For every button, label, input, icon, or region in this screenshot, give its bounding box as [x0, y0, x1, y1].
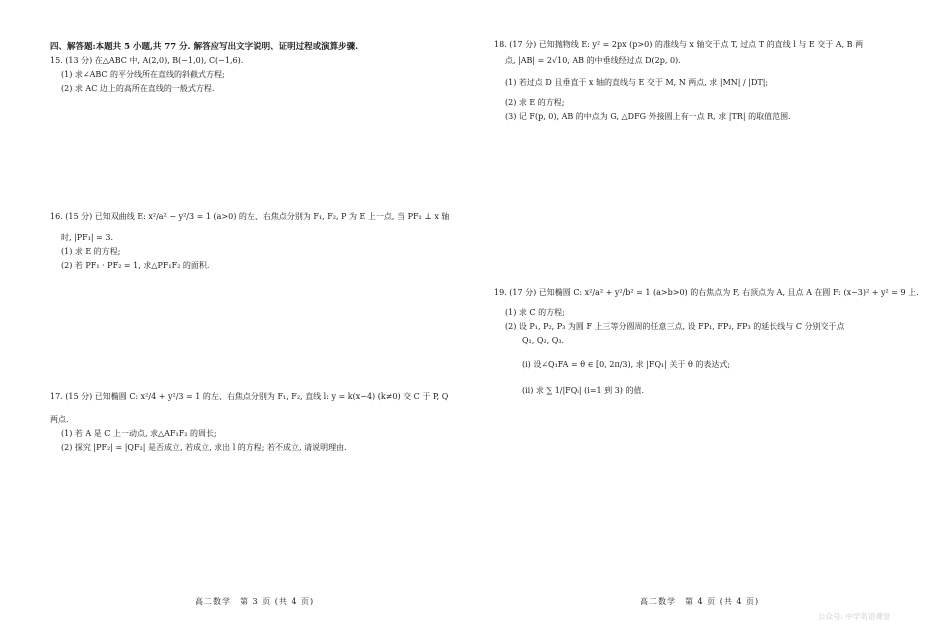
page-3-footer: 高二数学 第 3 页 (共 4 页) [195, 597, 315, 606]
page-4 [494, 0, 924, 631]
problem-19-part-1: (1) 求 C 的方程; [505, 308, 565, 317]
problem-15-part-1: (1) 求∠ABC 的平分线所在直线的斜截式方程; [61, 70, 225, 79]
problem-16-part-2: (2) 若 PF₁ · PF₂ = 1, 求△PF₁F₂ 的面积. [61, 261, 210, 270]
problem-18-stem-cont: 点, |AB| = 2√10, AB 的中垂线经过点 D(2p, 0). [505, 56, 681, 65]
problem-16-stem-cont: 时, |PF₁| = 3. [61, 233, 114, 242]
problem-16-stem: 16. (15 分) 已知双曲线 E: x²/a² − y²/3 = 1 (a>0) 的左、右焦点分别为 F₁, F₂, P 为 E 上一点, 当 PF₁ ⊥ x 轴 [50, 212, 450, 221]
page-4-footer: 高二数学 第 4 页 (共 4 页) [640, 597, 760, 606]
problem-16 [50, 208, 480, 273]
problem-17-part-2: (2) 探究 |PF₂| = |QF₂| 是否成立, 若成立, 求出 l 的方程; 若不成立, 请说明理由. [61, 443, 347, 452]
page-3 [50, 0, 480, 631]
problem-19-part-2-i: (i) 设∠Q₁FA = θ ∈ [0, 2π/3), 求 |FQ₁| 关于 θ 的表达式; [522, 360, 731, 369]
problem-18-part-2: (2) 求 E 的方程; [505, 98, 565, 107]
problem-19-part-2: (2) 设 P₁, P₂, P₃ 为圆 F 上三等分圆周的任意三点, 设 FP₁, FP₂, FP₃ 的延长线与 C 分别交于点 [505, 322, 845, 331]
problem-15-part-2: (2) 求 AC 边上的高所在直线的一般式方程. [61, 84, 215, 93]
problem-15-stem: 15. (13 分) 在△ABC 中, A(2,0), B(−1,0), C(−1,6). [50, 56, 244, 65]
problem-18-part-1: (1) 若过点 D 且垂直于 x 轴的直线与 E 交于 M, N 两点, 求 |MN| / |DT|; [505, 78, 769, 87]
problem-17-part-1: (1) 若 A 是 C 上一动点, 求△AF₁F₂ 的周长; [61, 429, 217, 438]
problem-19-stem: 19. (17 分) 已知椭圆 C: x²/a² + y²/b² = 1 (a>b>0) 的右焦点为 F, 右顶点为 A, 且点 A 在圆 F: (x−3)² + y² = 9 上. [494, 288, 919, 297]
problem-17-stem-cont: 两点. [50, 415, 69, 424]
problem-17 [50, 388, 480, 455]
section-heading: 四、解答题:本题共 5 小题,共 77 分. 解答应写出文字说明、证明过程或演算步骤. [50, 42, 359, 52]
problem-19-part-2-ii: (ii) 求 ∑ 1/|FQᵢ| (i=1 到 3) 的值. [522, 386, 644, 395]
watermark: 公众号: 中学英语课堂 [818, 612, 891, 621]
problem-19-part-2-cont: Q₁, Q₂, Q₃. [522, 336, 565, 345]
problem-16-part-1: (1) 求 E 的方程; [61, 247, 121, 256]
problem-18-part-3: (3) 记 F(p, 0), AB 的中点为 G, △DFG 外接圆上有一点 R, 求 |TR| 的取值范围. [505, 112, 791, 121]
problem-18 [494, 38, 924, 124]
problem-18-stem: 18. (17 分) 已知抛物线 E: y² = 2px (p>0) 的准线与 x 轴交于点 T, 过点 T 的直线 l 与 E 交于 A, B 两 [494, 40, 864, 49]
problem-15 [50, 54, 480, 96]
problem-19 [494, 284, 924, 400]
problem-17-stem: 17. (15 分) 已知椭圆 C: x²/4 + y²/3 = 1 的左、右焦点分别为 F₁, F₂, 直线 l: y = k(x−4) (k≠0) 交 C 于 P, Q [50, 392, 449, 401]
